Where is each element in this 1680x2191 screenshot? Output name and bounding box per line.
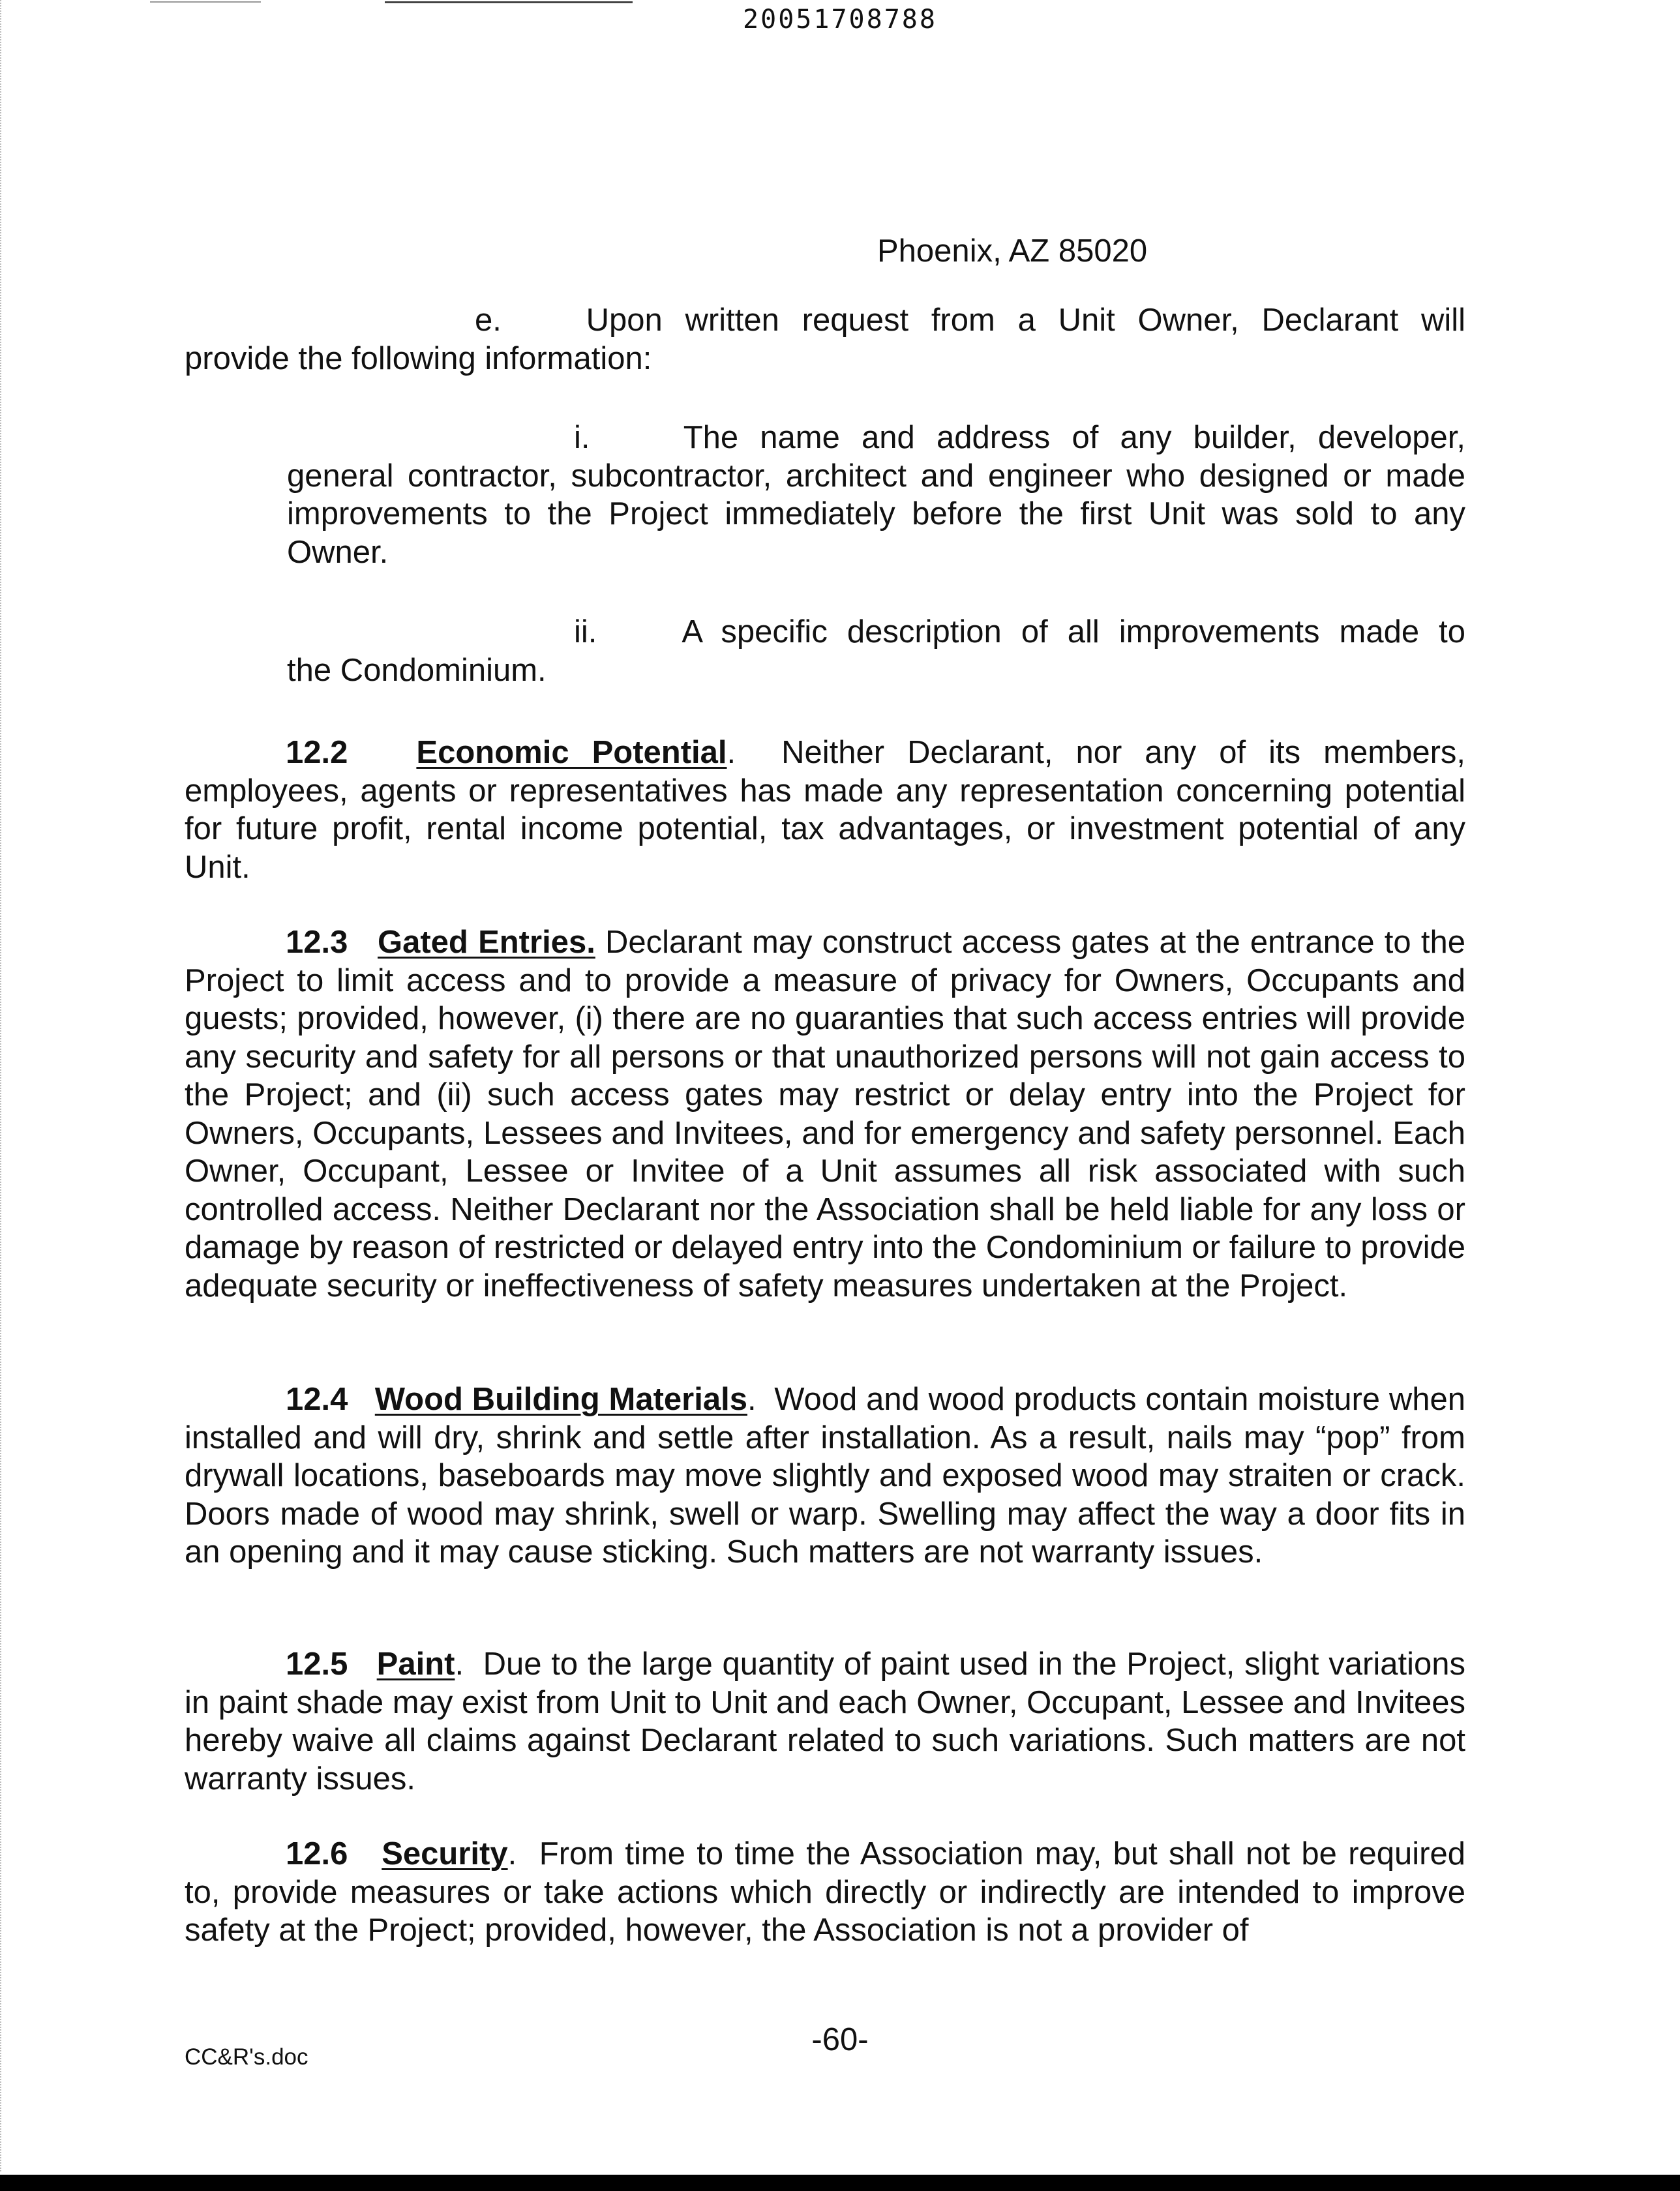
section-12-5-heading: Paint <box>376 1647 455 1682</box>
paragraph-i <box>287 419 1465 571</box>
address-line: Phoenix, AZ 85020 <box>877 233 1148 269</box>
section-12-5-number: 12.5 <box>286 1647 348 1682</box>
section-12-6-heading: Security <box>382 1836 508 1871</box>
paragraph-ii-continuation: the Condominium. <box>287 652 547 688</box>
section-12-6-body: From time to time the Association may, but shall not be required to, provide measures or take actions which directly or indirectly are intended to improve safety at the Project; provided, however, the Association is not a provider of <box>185 1836 1465 1948</box>
paragraph-ii-first-line <box>287 613 1465 651</box>
section-12-4-number: 12.4 <box>286 1382 348 1417</box>
section-12-5-body: Due to the large quantity of paint used in the Project, slight variations in paint shade may exist from Unit to Unit and each Owner, Occupant, Lessee and Invitees hereby waive all claims against Declarant related to such variations. Such matters are not warranty issues. <box>185 1647 1465 1796</box>
paragraph-i-marker: i. <box>574 420 590 455</box>
section-12-2-body: Neither Declarant, nor any of its members, employees, agents or representatives has made any representation concerning potential for future profit, rental income potential, tax advantages, or investment potential of any Unit. <box>185 735 1466 885</box>
paragraph-i-continuation: general contractor, subcontractor, architect and engineer who designed or made improvements to the Project immediately before the first Unit was sold to any Owner. <box>287 458 1465 570</box>
section-12-3-body: Declarant may construct access gates at the entrance to the Project to limit access and to provide a measure of privacy for Owners, Occupants and guests; provided, however, (i) there are no guaranties that such access entries will provide any security and safety for all persons or that unauthorized persons will not gain access to the Project; and (ii) such access gates may restrict or delay entry into the Project for Owners, Occupants, Lessees and Invitees, and for emergency and safety personnel. Each Owner, Occupant, Lessee or Invitee of a Unit assumes all risk associated with such controlled access. Neither Declarant nor the Association shall be held liable for any loss or damage by reason of restricted or delayed entry into the Condominium or failure to provide adequate security or ineffectiveness of safety measures undertaken at the Project. <box>185 925 1465 1304</box>
paragraph-e <box>185 301 1465 378</box>
paragraph-ii <box>287 613 1465 689</box>
section-12-6-number: 12.6 <box>286 1836 348 1871</box>
page-number: -60- <box>811 2022 869 2057</box>
section-12-4-heading: Wood Building Materials <box>374 1382 747 1417</box>
paragraph-e-marker: e. <box>475 303 502 338</box>
paragraph-i-lead: The name and address of any builder, developer, <box>683 420 1465 455</box>
section-12-2-heading: Economic Potential <box>416 735 727 770</box>
section-12-5 <box>185 1645 1465 1798</box>
section-12-3-heading: Gated Entries. <box>378 925 595 960</box>
section-12-6 <box>185 1835 1465 1950</box>
recording-number: 20051708788 <box>743 5 937 35</box>
paragraph-e-first-line <box>185 301 1465 340</box>
footer-file-name: CC&R's.doc <box>185 2044 308 2070</box>
paragraph-ii-marker: ii. <box>574 614 597 649</box>
paragraph-e-lead: Upon written request from a Unit Owner, Declarant will <box>586 303 1465 338</box>
scan-margin-artifact <box>0 0 7 2171</box>
section-12-4-period: . <box>747 1382 757 1417</box>
section-12-3 <box>185 923 1465 1305</box>
section-12-2 <box>185 734 1465 886</box>
section-12-4 <box>185 1380 1465 1572</box>
section-12-6-period: . <box>507 1836 517 1871</box>
scan-bottom-border <box>0 2175 1680 2191</box>
section-12-2-period: . <box>727 735 736 770</box>
section-12-2-number: 12.2 <box>286 735 348 770</box>
paragraph-ii-lead: A specific description of all improvements made to <box>682 614 1465 649</box>
section-12-4-body: Wood and wood products contain moisture when installed and will dry, shrink and settle after installation. As a result, nails may “pop” from drywall locations, baseboards may move slightly and exposed wood may straiten or crack. Doors made of wood may shrink, swell or warp. Swelling may affect the way a door fits in an opening and it may cause sticking. Such matters are not warranty issues. <box>185 1382 1465 1570</box>
section-12-3-number: 12.3 <box>286 925 348 960</box>
paragraph-i-first-line <box>287 419 1465 457</box>
section-12-5-period: . <box>455 1647 464 1682</box>
paragraph-e-continuation: provide the following information: <box>185 340 652 376</box>
